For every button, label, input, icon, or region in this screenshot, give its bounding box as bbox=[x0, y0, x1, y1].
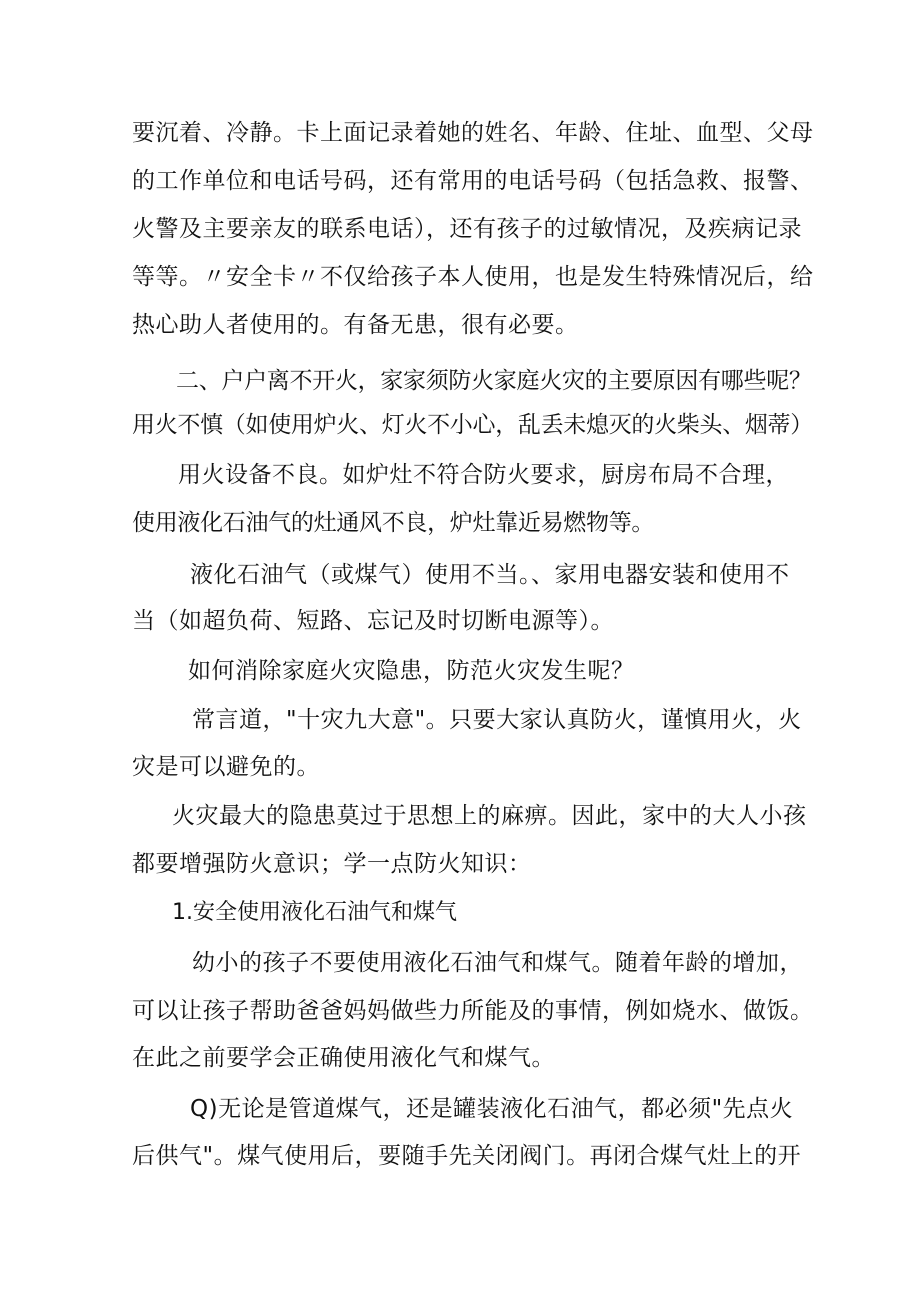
awareness-line: 都要增强防火意识；学一点防火知识： bbox=[132, 851, 532, 877]
section-heading: 二、户户离不开火，家家须防火家庭火灾的主要原因有哪些呢？ bbox=[176, 368, 812, 394]
cause-item-2-line: 用火设备不良。如炉灶不符合防火要求，厨房布局不合理， bbox=[178, 462, 789, 488]
subsection-body-line: 幼小的孩子不要使用液化石油气和煤气。随着年龄的增加， bbox=[192, 950, 803, 976]
saying-line: 常言道，"十灾九大意"。只要大家认真防火，谨慎用火，火 bbox=[192, 707, 802, 733]
paragraph-line: 热心助人者使用的。有备无患，很有必要。 bbox=[132, 312, 579, 338]
cause-item-2-line: 使用液化石油气的灶通风不良，炉灶靠近易燃物等。 bbox=[132, 510, 655, 536]
paragraph-line: 的工作单位和电话号码，还有常用的电话号码（包括急救、报警、 bbox=[132, 168, 814, 194]
point-line: 后供气"。煤气使用后，要随手先关闭阀门。再闭合煤气灶上的开 bbox=[132, 1143, 802, 1169]
subsection-body-line: 可以让孩子帮助爸爸妈妈做些力所能及的事情，例如烧水、做饭。 bbox=[132, 998, 814, 1024]
point-line: Q)无论是管道煤气，还是罐装液化石油气，都必须"先点火 bbox=[190, 1096, 794, 1122]
paragraph-line: 等等。〃安全卡〃不仅给孩子本人使用，也是发生特殊情况后，给 bbox=[132, 264, 814, 290]
paragraph-line: 火警及主要亲友的联系电话），还有孩子的过敏情况，及疾病记录 bbox=[132, 216, 802, 242]
cause-item-1: 用火不慎（如使用炉火、灯火不小心，乱丢未熄灭的火柴头、烟蒂） bbox=[132, 412, 814, 438]
cause-item-3-line: 当（如超负荷、短路、忘记及时切断电源等）。 bbox=[132, 608, 614, 634]
awareness-line: 火灾最大的隐患莫过于思想上的麻痹。因此，家中的大人小孩 bbox=[172, 803, 807, 829]
subsection-body-line: 在此之前要学会正确使用液化气和煤气。 bbox=[132, 1045, 555, 1071]
cause-item-3-line: 液化石油气（或煤气）使用不当。、家用电器安装和使用不 bbox=[190, 562, 790, 588]
paragraph-line: 要沉着、冷静。卡上面记录着她的姓名、年龄、住址、血型、父母 bbox=[132, 120, 814, 146]
question-line: 如何消除家庭火灾隐患，防范火灾发生呢？ bbox=[188, 658, 635, 684]
saying-line: 灾是可以避免的。 bbox=[132, 754, 320, 780]
subsection-heading: 1.安全使用液化石油气和煤气 bbox=[172, 900, 457, 925]
